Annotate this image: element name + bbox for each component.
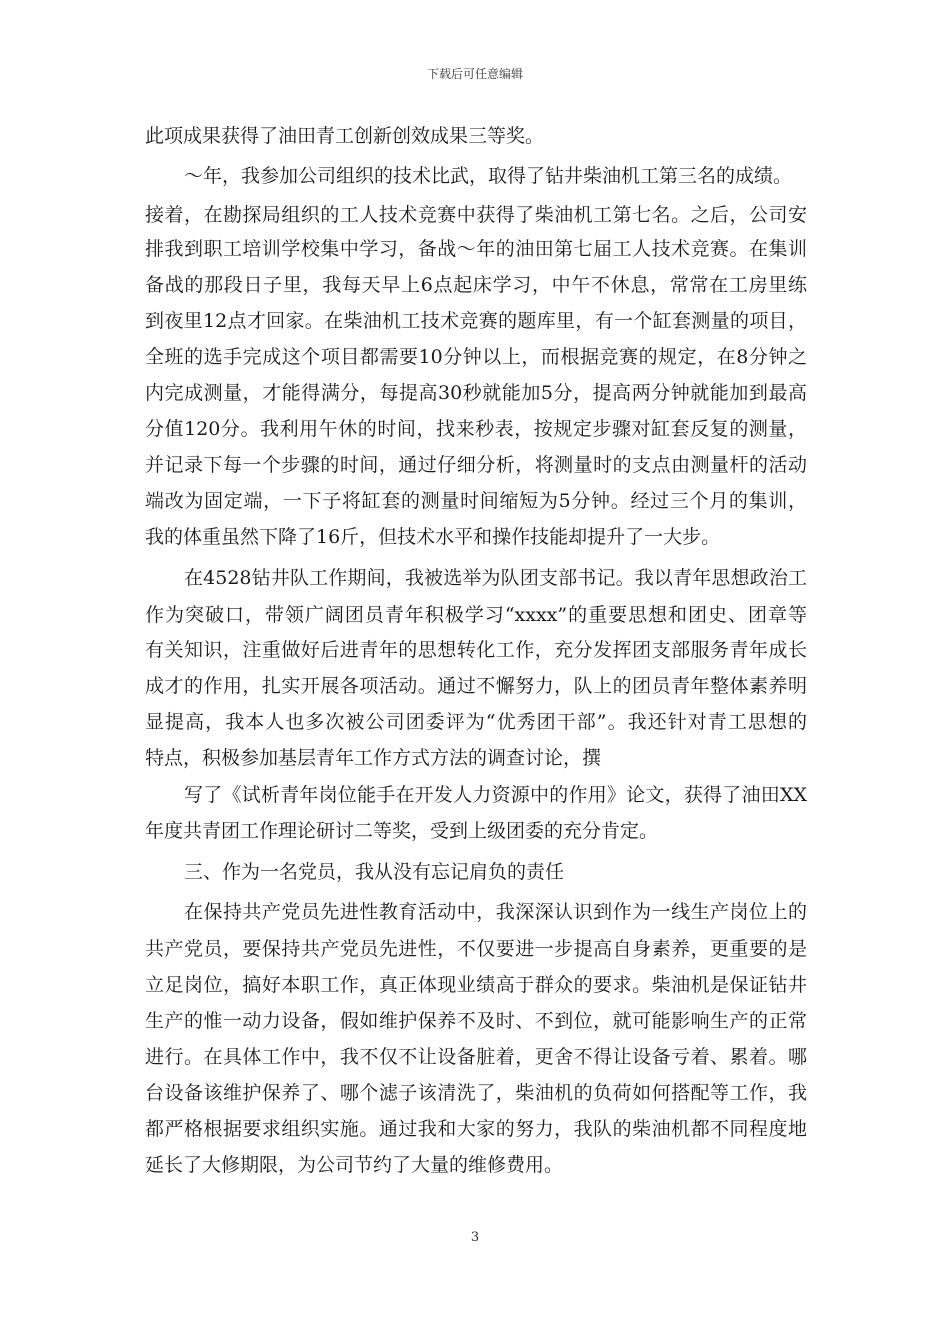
text-line: ～年，我参加公司组织的技术比武，取得了钻井柴油机工第三名的成绩。	[184, 165, 793, 187]
text-line: 延长了大修期限，为公司节约了大量的维修费用。	[145, 1154, 564, 1176]
text-line: 年度共青团工作理论研讨二等奖，受到上级团委的充分肯定。	[145, 820, 659, 842]
text-line: 并记录下每一个步骤的时间，通过仔细分析，将测量时的支点由测量杆的活动	[145, 454, 807, 476]
text-line: 在保持共产党员先进性教育活动中，我深深认识到作为一线生产岗位上的	[184, 901, 807, 923]
text-line: 显提高，我本人也多次被公司团委评为“优秀团干部”。我还针对青工思想的	[145, 711, 807, 733]
text-line: 生产的惟一动力设备，假如维护保养不及时、不到位，就可能影响生产的正常	[145, 1010, 807, 1032]
text-line: 有关知识，注重做好后进青年的思想转化工作，充分发挥团支部服务青年成长	[145, 639, 807, 661]
text-line: 到夜里12点才回家。在柴油机工技术竞赛的题库里，有一个缸套测量的项目，	[145, 310, 807, 332]
text-line: 排我到职工培训学校集中学习，备战～年的油田第七届工人技术竞赛。在集训	[145, 238, 807, 260]
page-number: 3	[470, 1230, 480, 1245]
text-line: 内完成测量，才能得满分，每提高30秒就能加5分，提高两分钟就能加到最高	[145, 382, 807, 404]
text-line: 我的体重虽然下降了16斤，但技术水平和操作技能却提升了一大步。	[145, 526, 721, 548]
text-line: 成才的作用，扎实开展各项活动。通过不懈努力，队上的团员青年整体素养明	[145, 675, 807, 697]
page-header: 下载后可任意编辑	[426, 67, 523, 81]
text-line: 全班的选手完成这个项目都需要10分钟以上，而根据竞赛的规定，在8分钟之	[145, 346, 807, 368]
text-line: 台设备该维护保养了、哪个滤子该清洗了，柴油机的负荷如何搭配等工作，我	[145, 1082, 807, 1104]
text-line: 共产党员，要保持共产党员先进性，不仅要进一步提高自身素养，更重要的是	[145, 938, 807, 960]
text-line: 分值120分。我利用午休的时间，找来秒表，按规定步骤对缸套反复的测量，	[145, 418, 807, 440]
text-line: 立足岗位，搞好本职工作，真正体现业绩高于群众的要求。柴油机是保证钻井	[145, 974, 807, 996]
text-line: 接着，在勘探局组织的工人技术竞赛中获得了柴油机工第七名。之后，公司安	[145, 204, 807, 226]
text-line: 都严格根据要求组织实施。通过我和大家的努力，我队的柴油机都不同程度地	[145, 1118, 807, 1140]
text-line: 备战的那段日子里，我每天早上6点起床学习，中午不休息，常常在工房里练	[145, 274, 807, 296]
text-line: 此项成果获得了油田青工创新创效成果三等奖。	[145, 125, 545, 147]
text-line: 作为突破口，带领广阔团员青年积极学习“xxxx”的重要思想和团史、团章等	[145, 604, 807, 626]
section-heading: 三、作为一名党员，我从没有忘记肩负的责任	[184, 861, 565, 883]
text-line: 写了《试析青年岗位能手在开发人力资源中的作用》论文，获得了油田XX	[184, 784, 807, 806]
text-line: 进行。在具体工作中，我不仅不让设备脏着，更舍不得让设备亏着、累着。哪	[145, 1046, 807, 1068]
text-line: 在4528钻井队工作期间，我被选举为队团支部书记。我以青年思想政治工	[184, 567, 807, 589]
text-line: 特点，积极参加基层青年工作方式方法的调查讨论，撰	[145, 747, 602, 769]
text-line: 端改为固定端，一下子将缸套的测量时间缩短为5分钟。经过三个月的集训，	[145, 490, 807, 512]
